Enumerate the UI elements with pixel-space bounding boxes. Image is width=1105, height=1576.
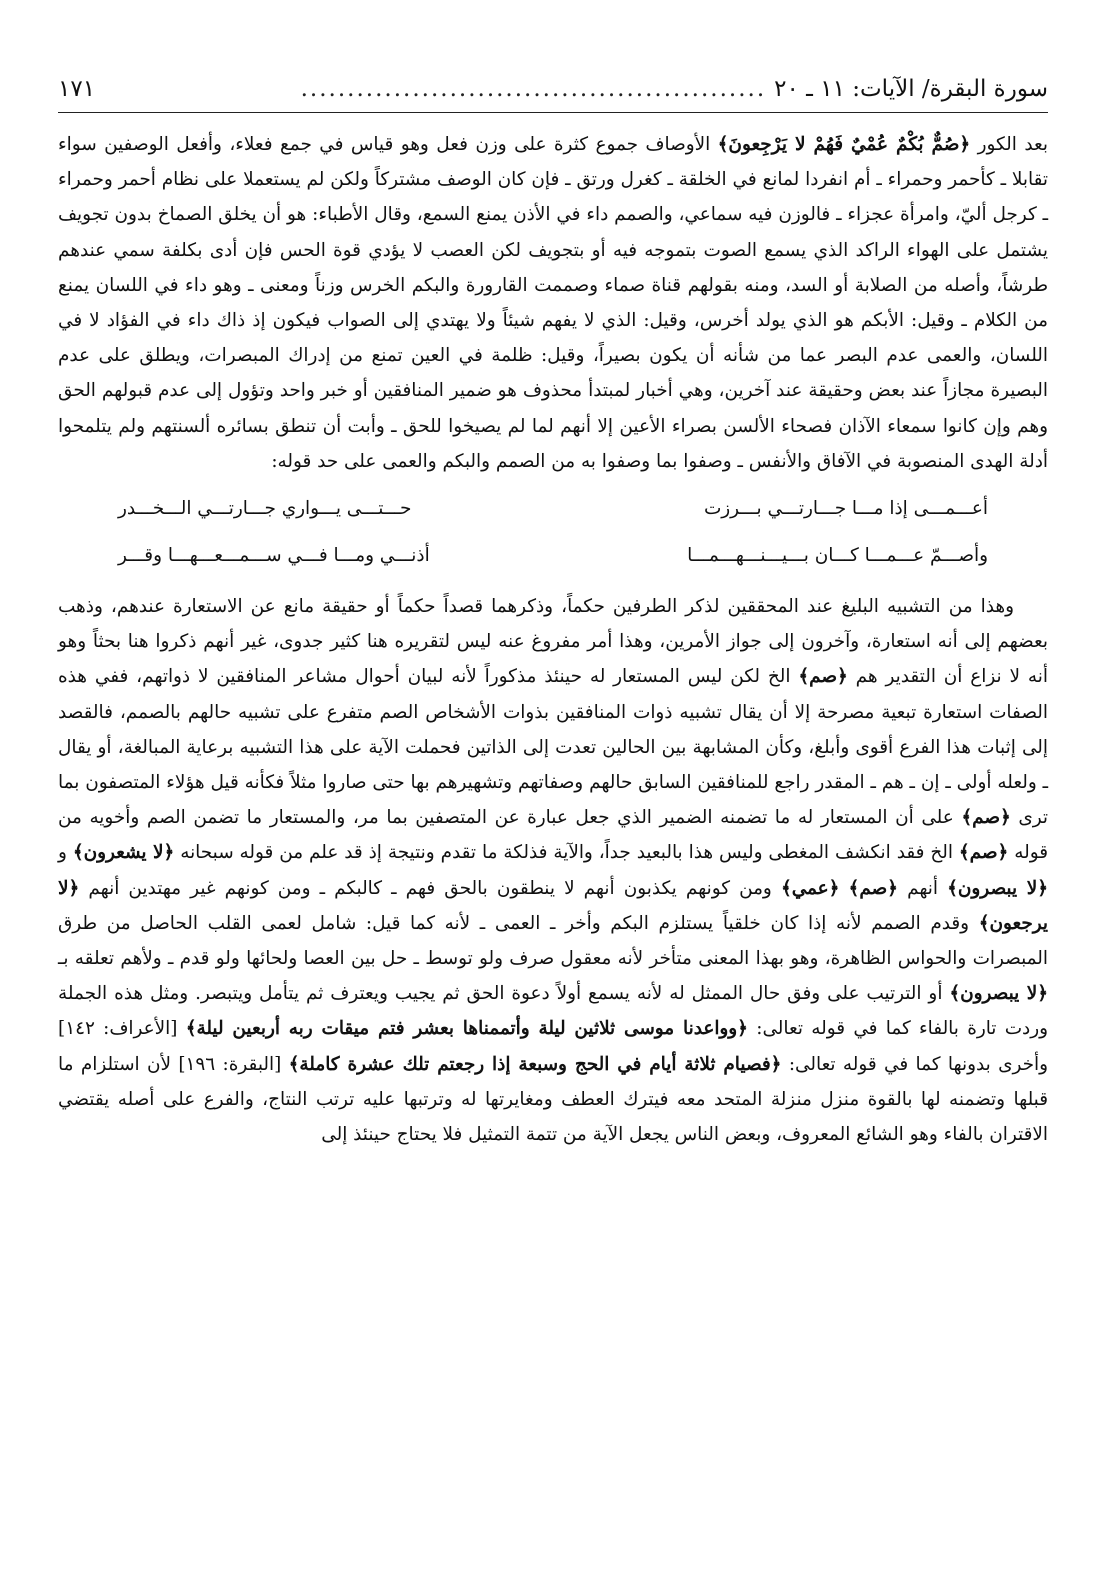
- quran-quote: ﴿صم﴾: [961, 807, 1011, 829]
- page-number: ١٧١: [58, 76, 96, 102]
- quran-quote: ﴿لا يشعرون﴾: [72, 842, 175, 864]
- header-dot-leader: ..................................................: [300, 76, 767, 102]
- text-run: الخ لكن ليس المستعار له حينئذ مذكوراً لأنه لبيان أحوال مشاعر المنافقين لا ذواتهم، ففي هذه الصفات استعارة تبعية مصرحة إلا أن يقال تشبيه ذوات المنافقين بذوات الأشخاص الصم متفرع على تشبيه حالهم بالصمم، فالقصد إلى إثبات هذا الفرع أقوى وأبلغ، وكأن المشابهة بين الحالين تعدت إلى الذاتين فحملت الآية على هذا التشبيه برعاية المبالغة، أو يقال ـ ولعله أولى ـ إن ـ هم ـ المقدر راجع للمنافقين السابق حالهم وصفاتهم وتشهيرهم بها حتى صاروا مثلاً فكأنه قيل هؤلاء المتصفون بما ترى: [58, 666, 1048, 829]
- quran-quote: ﴿لا يبصرون﴾: [947, 877, 1048, 899]
- paragraph-2: [58, 589, 1048, 1152]
- text-run: أنهم: [897, 877, 948, 899]
- verse-second-hemistich: أذنـــي ومـــا فـــي ســـمـــعـــهـــا وقـــر: [118, 545, 430, 567]
- quran-quote: ﴿لا يبصرون﴾: [949, 983, 1048, 1005]
- text-run: بعد الكور: [970, 134, 1048, 155]
- poetry-verse: [58, 532, 1048, 579]
- verse-first-hemistich: وأصـــمّ عـــمـــا كـــان بـــيـــنـــهـــمـــا: [687, 545, 988, 567]
- paragraph-1: [58, 127, 1048, 479]
- text-run: الخ فقد انكشف المغطى وليس هذا بالبعيد جداً، والآية فذلكة ما تقدم ونتيجة إذ قد علم من قوله سبحانه: [174, 842, 959, 864]
- quran-quote: ﴿صم﴾: [798, 666, 848, 688]
- text-run: وقدم الصمم لأنه إذا كان خلقياً يستلزم البكم وأخر ـ العمى ـ لأنه كما قيل: شامل لعمى القلب الحاصل من طرق المبصرات والحواس الظاهرة، وهو بهذا المعنى متأخر لأنه معقول صرف ولو توسط ـ حل بين العصا ولحائها ولو قدم ـ ولأهم تعلقه بـ: [58, 912, 1048, 970]
- text-run: ومن كونهم يكذبون أنهم لا ينطقون بالحق فهم ـ كالبكم ـ ومن كونهم غير مهتدين أنهم: [79, 877, 781, 899]
- verse-first-hemistich: أعـــمـــى إذا مـــا جـــارتـــي بـــرزت: [703, 498, 988, 520]
- poetry-verse: [58, 485, 1048, 532]
- text-run: على أن المستعار له ما تضمنه الضمير الذي جعل عبارة عن المتصفين بما مر، والمستعار ما تضمن الصم وأخويه من قوله: [58, 807, 1049, 864]
- quran-quote: ﴿وواعدنا موسى ثلاثين ليلة وأتممناها بعشر فتم ميقات ربه أربعين ليلة﴾: [185, 1018, 748, 1040]
- text-run: وهذا من التشبيه البليغ عند المحققين لذكر الطرفين حكماً، وذكرهما قصداً حكماً أو حقيقة مانع عن الاستعارة عندهم، وذهب بعضهم إلى أنه استعارة، وآخرون إلى جواز الأمرين، وهذا أمر مفروغ عنه ليس لتقريره هنا كثير جدوى، غير أنهم ذكروا هنا بحثاً وهو أنه لا نزاع أن التقدير هم: [58, 596, 1048, 688]
- running-header: [58, 72, 1048, 113]
- verse-second-hemistich: حـــتـــى يـــواري جـــارتـــي الـــخـــدر: [118, 498, 412, 520]
- text-run: [839, 878, 848, 899]
- quran-quote: ﴿لا يرجعون﴾: [58, 877, 1048, 934]
- text-run: أو الترتيب على وفق حال الممثل له لأنه يسمع أولاً دعوة الحق ثم يجيب ويعترف ثم يتأمل ويتبصر. ومثل هذه الجملة وردت تارة بالفاء كما في قوله تعالى:: [58, 983, 1048, 1040]
- header-title: سورة البقرة/ الآيات: ١١ ـ ٢٠: [774, 76, 1048, 102]
- text-run: [البقرة: ١٩٦] لأن استلزام ما قبلها وتضمنه لها بالقوة منزل منزلة المتحد معه فيترك العطف ومغايرتها له وترتبها عليه ترتب النتاج، والفرع على أصله يقتضي الاقتران بالفاء وهو الشائع المعروف، وبعض الناس يجعل الآية من تتمة التمثيل فلا يحتاج حينئذ إلى: [58, 1053, 1048, 1146]
- quran-quote: ﴿صم﴾: [958, 842, 1009, 864]
- text-run: و: [58, 842, 73, 864]
- quran-quote: ﴿صم﴾: [848, 877, 898, 899]
- quran-quote: ﴿صُمٌّ بُكْمٌ عُمْيٌ فَهُمْ لا يَرْجِعونَ﴾: [717, 134, 971, 155]
- text-run: الأوصاف جموع كثرة على وزن فعل وهو قياس في جمع فعلاء، وأفعل الوصفين سواء تقابلا ـ كأحمر وحمراء ـ أم انفردا لمانع في الخلقة ـ كغرل ورتق ـ فإن كان الوصف مشتركاً ولكن لم يستعملا على نظام أحمر وحمراء ـ كرجل أليّ، وامرأة عجزاء ـ فالوزن فيه سماعي، والصمم داء في الأذن يمنع السمع، وقال الأطباء: هو أن يخلق الصماخ بدون تجويف يشتمل على الهواء الراكد الذي يسمع الصوت بتموجه فيه أو بتجويف لكن العصب لا يؤدي قوة الحس فإن أدى بكلفة سمي عندهم طرشاً، وأصله من الصلابة أو السد، ومنه بقولهم قناة صماء وصممت القارورة والبكم الخرس وزناً ومعنى ـ وهو داء في اللسان يمنع من الكلام ـ وقيل: الأبكم هو الذي يولد أخرس، وقيل: الذي لا يفهم شيئاً ولا يهتدي إلى الصواب فيكون إذ ذاك داء في الفؤاد لا في اللسان، والعمى عدم البصر عما من شأنه أن يكون بصيراً، وقيل: ظلمة في العين تمنع من إدراك المبصرات، ويطلق على عدم البصيرة مجازاً عند بعض وحقيقة عند آخرين، وهي أخبار لمبتدأ محذوف هو ضمير المنافقين أو خبر واحد وتؤول إلى عدم قبولهم الحق وهم وإن كانوا سمعاء الآذان فصحاء الألسن بصراء الأعين إلا أنهم لما لم يصيخوا للحق ـ وأبت أن تنطق بسائره ألسنتهم ولم يتلمحوا أدلة الهدى المنصوبة في الآفاق والأنفس ـ وصفوا بما وصفوا به من الصمم والبكم والعمى على حد قوله:: [58, 134, 1048, 472]
- page: [58, 72, 1048, 1152]
- quran-quote: ﴿عمي﴾: [780, 877, 840, 899]
- quran-quote: ﴿فصيام ثلاثة أيام في الحج وسبعة إذا رجعتم تلك عشرة كاملة﴾: [288, 1053, 782, 1075]
- text-run: [الأعراف: ١٤٢] وأخرى بدونها كما في قوله تعالى:: [58, 1018, 1048, 1075]
